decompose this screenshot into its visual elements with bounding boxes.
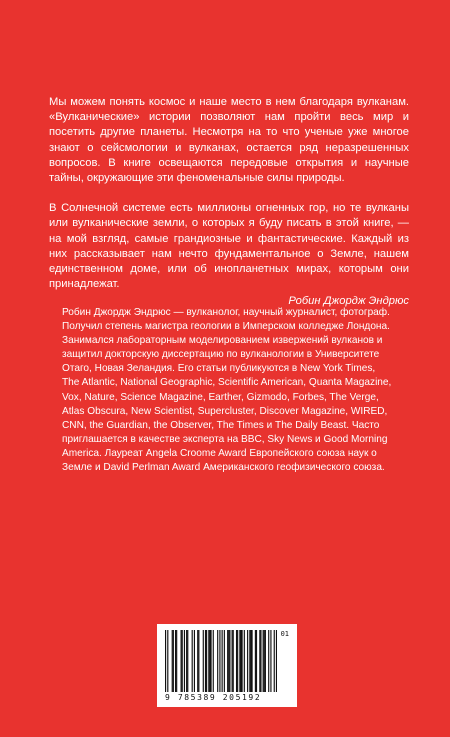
barcode-bar (255, 630, 256, 692)
barcode-bar (236, 630, 237, 692)
barcode-bar (209, 630, 210, 692)
barcode-bar (182, 630, 183, 692)
barcode-bar (203, 630, 204, 692)
barcode-bar (264, 630, 265, 692)
barcode-bar (228, 630, 229, 692)
author-signature: Робин Джордж Эндрюс (288, 295, 409, 308)
barcode-bar (242, 630, 243, 692)
barcode-bar (232, 630, 233, 692)
barcode-bar (175, 630, 176, 692)
author-bio: Робин Джордж Эндрюс — вулканолог, научный журналист, фотограф. Получил степень магистра геологии в Имперском колледже Лондона. Занимался лабораторным моделированием извержений вулканов и защитил докторскую диссертацию по вулканологии в Университете Отаго, Новая Зеландия. Его статьи публикуются в New York Times, The Atlantic, National Geographic, Scientific American, Quanta Magazine, Vox, Nature, Science Magazine, Earther, Gizmodo, Forbes, The Verge, Atlas Obscura, New Scientist, Supercluster, Discover Magazine, WIRED, CNN, the Guardian, the Observer, The Times и The Daily Beast. Часто приглашается в качестве эксперта на BBC, Sky News и Good Morning America. Лауреат Angela Croome Award Европейского союза наук о Земле и David Perlman Award Американского геофизического союза. (62, 307, 392, 474)
barcode-bar (252, 630, 253, 692)
barcode-bar (172, 630, 173, 692)
barcode-bar (250, 630, 251, 692)
barcode-addon: 01 (280, 630, 289, 638)
barcode-bar (198, 630, 199, 692)
barcode-bar (249, 630, 250, 692)
barcode-bar (239, 630, 240, 692)
barcode-bar (229, 630, 230, 692)
blurb-paragraph-2: В Солнечной системе есть миллионы огненных гор, но те вулканы или вулканические земли, о которых я буду писать в этой книге, — на мой взгляд, самые грандиозные и фантастические. Каждый из них рассказывает нам нечто фундаментальное о Земле, нашем единственном доме, или об инопланетных мирах, которым они принадлежат. (49, 202, 409, 291)
barcode-bar (213, 630, 214, 692)
barcode-bar (210, 630, 211, 692)
barcode-bar (205, 630, 206, 692)
barcode-bar (197, 630, 198, 692)
barcode-bar (208, 630, 209, 692)
barcode-bar (219, 630, 220, 692)
barcode-bar (260, 630, 261, 692)
barcode-bar (187, 630, 188, 692)
barcode-bar (237, 630, 238, 692)
barcode-bar (173, 630, 174, 692)
book-blurb (49, 95, 409, 310)
barcode-bar (194, 630, 195, 692)
barcode-bar (247, 630, 248, 692)
barcode-bar (167, 630, 168, 692)
barcode-bar (268, 630, 269, 692)
barcode-digits: 9 785389 205192 (165, 693, 262, 702)
barcode-bars (165, 630, 277, 692)
barcode-bar (270, 630, 271, 692)
barcode-bar (263, 630, 264, 692)
barcode-bar (184, 630, 185, 692)
barcode-bar (222, 630, 223, 692)
barcode-bar (176, 630, 177, 692)
barcode-bar (274, 630, 275, 692)
blurb-paragraph-1: Мы можем понять космос и наше место в нем благодаря вулканам. «Вулканические» истории позволяют нам пройти весь мир и посетить другие планеты. Несмотря на то что ученые уже многое знают о сейсмологии и вулканах, остается ряд неразрешенных вопросов. В книге освещаются передовые открытия и научные тайны, окружающие эти феноменальные силы природы. (49, 96, 409, 185)
barcode-bar (165, 630, 166, 692)
barcode-bar (276, 630, 277, 692)
barcode-bar (192, 630, 193, 692)
barcode-bar (256, 630, 257, 692)
barcode-bar (240, 630, 241, 692)
barcode-bar (244, 630, 245, 692)
barcode-bar (227, 630, 228, 692)
barcode-bar (186, 630, 187, 692)
barcode-bar (224, 630, 225, 692)
barcode-bar (181, 630, 182, 692)
barcode-bar (265, 630, 266, 692)
barcode-bar (206, 630, 207, 692)
barcode-bar (259, 630, 260, 692)
barcode-bar (217, 630, 218, 692)
barcode-bar (233, 630, 234, 692)
isbn-barcode (157, 624, 297, 707)
